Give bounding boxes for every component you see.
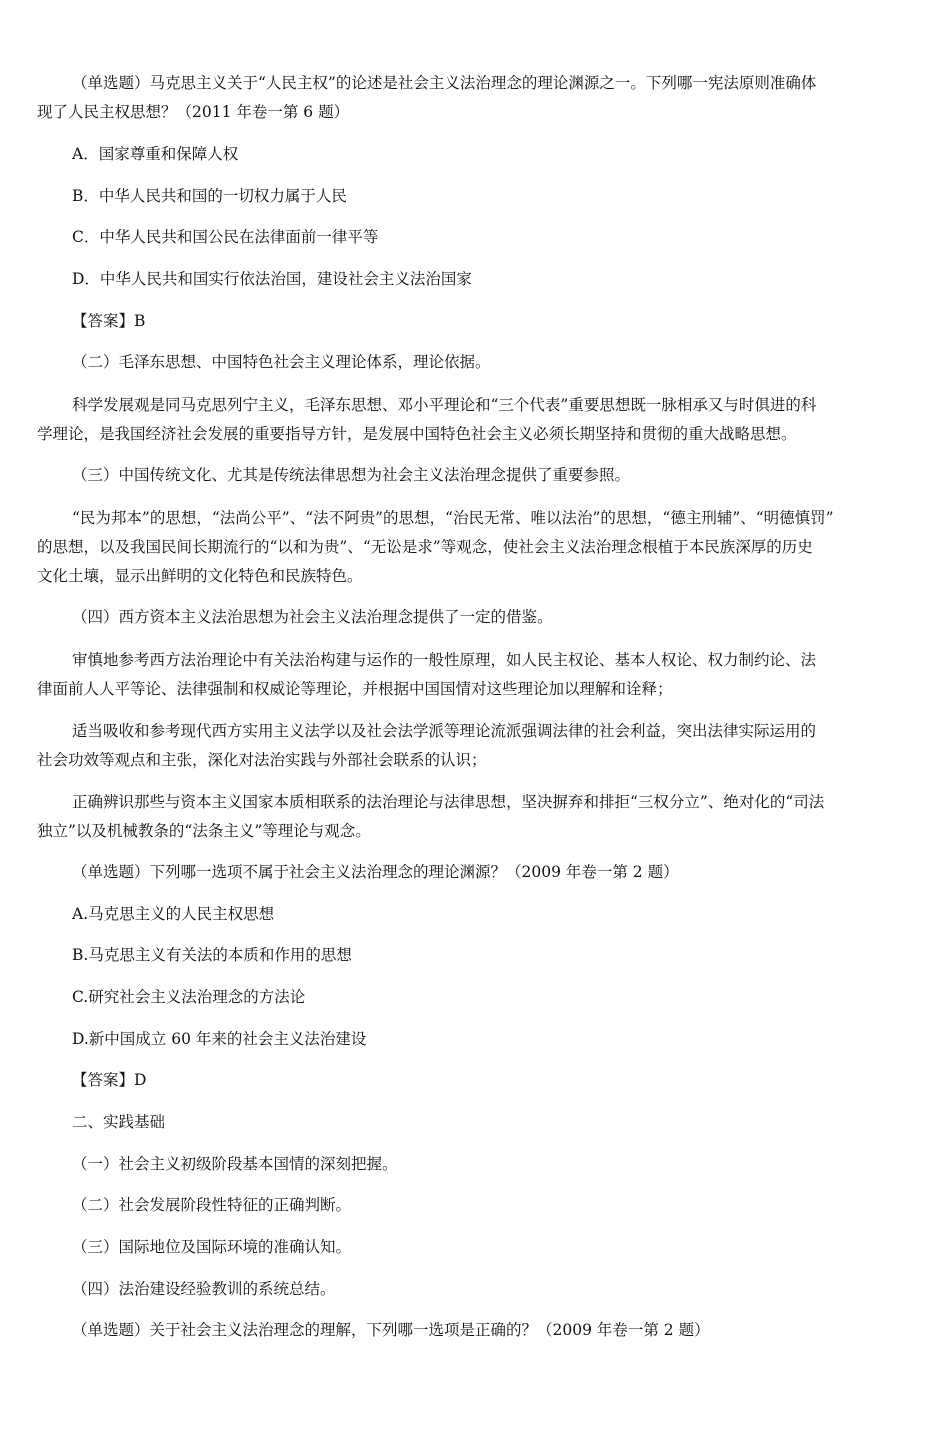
question-1-stem-line-1: （单选题）马克思主义关于“人民主权”的论述是社会主义法治理念的理论渊源之一。下列哪一宪法原则准确体: [72, 74, 817, 92]
practice-item-3: （三）国际地位及国际环境的准确认知。: [72, 1238, 352, 1256]
section-heading-practice: 二、实践基础: [72, 1113, 166, 1131]
paragraph-1-line-2: 学理论，是我国经济社会发展的重要指导方针，是发展中国特色社会主义必须长期坚持和贯彻的重大战略思想。: [37, 425, 797, 443]
section-heading-2: （二）毛泽东思想、中国特色社会主义理论体系，理论依据。: [72, 353, 491, 371]
question-3-stem: （单选题）关于社会主义法治理念的理解，下列哪一选项是正确的？（2009 年卷一第 2 题）: [72, 1321, 710, 1339]
question-1-option-c: C．中华人民共和国公民在法律面前一律平等: [72, 228, 379, 246]
paragraph-4-line-2: 社会功效等观点和主张，深化对法治实践与外部社会联系的认识；: [37, 751, 487, 769]
section-heading-4: （四）西方资本主义法治思想为社会主义法治理念提供了一定的借鉴。: [72, 608, 553, 626]
question-2-option-c: C.研究社会主义法治理念的方法论: [72, 988, 306, 1006]
paragraph-4-line-1: 适当吸收和参考现代西方实用主义法学以及社会法学派等理论流派强调法律的社会利益，突出法律实际运用的: [72, 722, 817, 740]
paragraph-5-line-1: 正确辨识那些与资本主义国家本质相联系的法治理论与法律思想，坚决摒弃和排拒“三权分立”、绝对化的“司法: [72, 793, 825, 811]
paragraph-5-line-2: 独立”以及机械教条的“法条主义”等理论与观念。: [37, 822, 371, 840]
question-1-option-d: D．中华人民共和国实行依法治国，建设社会主义法治国家: [72, 270, 472, 288]
paragraph-1-line-1: 科学发展观是同马克思列宁主义，毛泽东思想、邓小平理论和“三个代表”重要思想既一脉相承又与时俱进的科: [72, 396, 817, 414]
practice-item-2: （二）社会发展阶段性特征的正确判断。: [72, 1196, 352, 1214]
question-1-option-a: A．国家尊重和保障人权: [72, 145, 239, 163]
question-2-option-a: A.马克思主义的人民主权思想: [72, 905, 275, 923]
section-heading-3: （三）中国传统文化、尤其是传统法律思想为社会主义法治理念提供了重要参照。: [72, 466, 631, 484]
paragraph-2-line-1: “民为邦本”的思想，“法尚公平”、“法不阿贵”的思想，“治民无常、唯以法治”的思想，“德主刑辅”、“明德慎罚”: [72, 509, 834, 527]
practice-item-4: （四）法治建设经验教训的系统总结。: [72, 1280, 336, 1298]
question-1-answer: 【答案】B: [72, 312, 146, 330]
question-2-answer: 【答案】D: [72, 1071, 147, 1089]
practice-item-1: （一）社会主义初级阶段基本国情的深刻把握。: [72, 1155, 398, 1173]
question-1-stem-line-2: 现了人民主权思想？（2011 年卷一第 6 题）: [37, 103, 350, 121]
question-1-option-b: B．中华人民共和国的一切权力属于人民: [72, 187, 347, 205]
paragraph-3-line-1: 审慎地参考西方法治理论中有关法治构建与运作的一般性原理，如人民主权论、基本人权论、权力制约论、法: [72, 651, 817, 669]
paragraph-2-line-2: 的思想，以及我国民间长期流行的“以和为贵”、“无讼是求”等观念，使社会主义法治理念根植于本民族深厚的历史: [37, 538, 813, 556]
question-2-option-d: D.新中国成立 60 年来的社会主义法治建设: [72, 1030, 367, 1048]
question-2-option-b: B.马克思主义有关法的本质和作用的思想: [72, 946, 352, 964]
paragraph-3-line-2: 律面前人人平等论、法律强制和权威论等理论，并根据中国国情对这些理论加以理解和诠释；: [37, 680, 673, 698]
paragraph-2-line-3: 文化土壤，显示出鲜明的文化特色和民族特色。: [37, 567, 363, 585]
question-2-stem: （单选题）下列哪一选项不属于社会主义法治理念的理论渊源？（2009 年卷一第 2 题）: [72, 863, 679, 881]
